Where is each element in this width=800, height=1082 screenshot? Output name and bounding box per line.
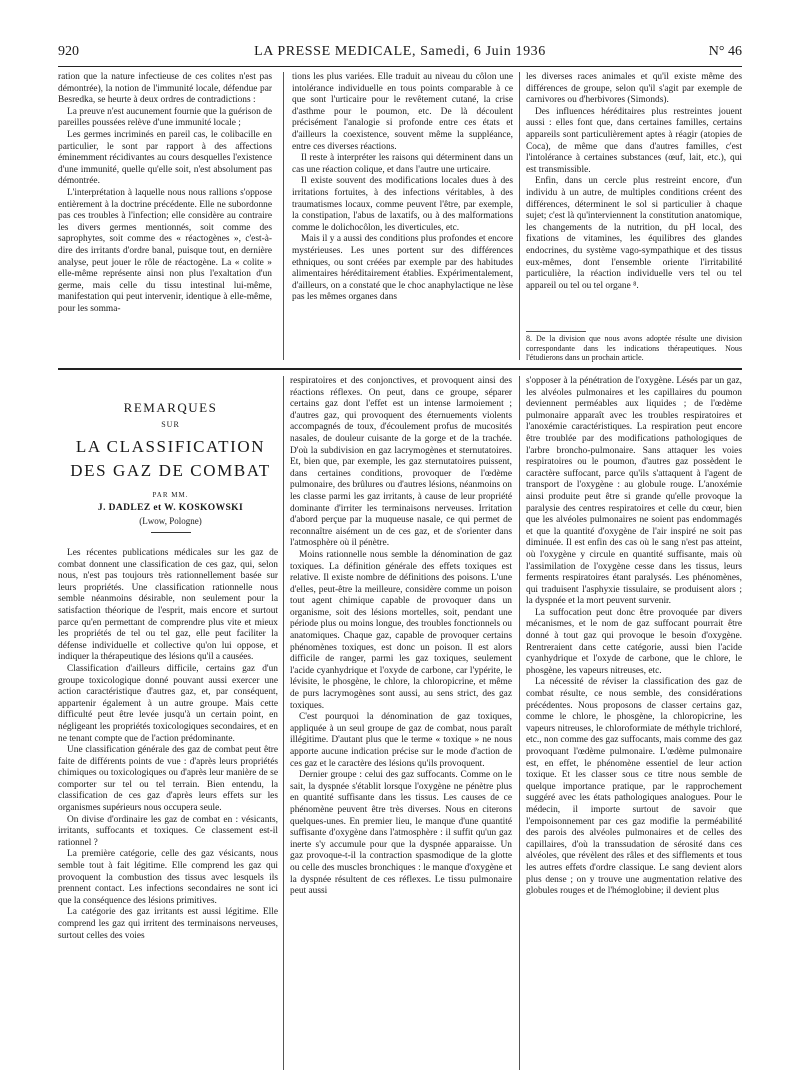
paragraph: Moins rationnelle nous semble la dénomination de gaz toxiques. La définition générale des effets toxiques est relative. Il existe nombre de définitions des poisons. L'une d'elles, peut-être la meilleure, considère comme un poison tout agent chimique capable de provoquer dans un organisme, soit des lésions mortelles, soit, pendant une période plus ou moins longue, des troubles fonctionnels ou anatomiques. Chaque gaz, capable de provoquer certains phénomènes toxiques, est donc un poison. Il est alors difficile de ranger, parmi les gaz toxiques, seulement l'acide cyanhydrique et l'oxyde de carbone, car l'ypérite, le lévisite, le phosgène, le chlore, la chloropicrine, et même de purs lacrymogènes sont aussi, au sens strict, des gaz toxiques. xyxy=(290,549,512,711)
paragraph: Il existe souvent des modifications locales dues à des irritations fortuites, à des infections véritables, à des traumatismes locaux, comme peuvent l'être, par exemple, la constipation, l'abus de laxatifs, ou à des malformations comme le dolichocôlon, les diverticules, etc. xyxy=(292,176,513,233)
issue-number: N° 46 xyxy=(708,44,742,59)
paragraph: Une classification générale des gaz de combat peut être faite de différents points de vue : d'après leurs propriétés chimiques ou toxicologiques ou d'après leur manière de se comporter sur tel ou tel terrain. Bien entendu, la classification de ces gaz d'après leurs effets sur les organismes supérieurs nous occupera seule. xyxy=(58,745,278,814)
paragraph: Enfin, dans un cercle plus restreint encore, d'un individu à un autre, de multiples conditions créent des différences, déterminent le sol si particulier à chaque sujet; c'est là qu'interviennent la constitution anatomique, les changements de la nutrition, du pH local, des fixations de vitamines, les équilibres des glandes endocrines, du système vago-sympathique et des tissus eux-mêmes, dont l'ensemble oriente l'irritabilité particulière, la réaction individuelle vers tel ou tel appareil ou tel ou tel organe ⁸. xyxy=(526,176,742,291)
paragraph: Mais il y a aussi des conditions plus profondes et encore mystérieuses. Les unes portent sur des différences ethniques, ou sont créées par exemple par des habitudes alimentaires héréditairement établies. Expérimentalement, d'ailleurs, on a constaté que le choc anaphylactique ne lèse pas les mêmes organes dans xyxy=(292,234,513,303)
authors: J. DADLEZ et W. KOSKOWSKI xyxy=(97,503,244,513)
journal-title: LA PRESSE MEDICALE, Samedi, 6 Juin 1936 xyxy=(254,44,546,59)
heading-rule xyxy=(151,532,191,533)
article-heading xyxy=(58,400,283,533)
paragraph: Il reste à interpréter les raisons qui déterminent dans un cas une réaction colique, et dans l'autre une urticaire. xyxy=(292,153,513,175)
top-column-2 xyxy=(292,72,513,362)
footnote: 8. De la division que nous avons adoptée résulte une division correspondante dans les indications thérapeutiques. Nous l'étudierons dans un prochain article. xyxy=(526,334,742,363)
title-line-1: LA CLASSIFICATION xyxy=(75,437,266,456)
column-divider xyxy=(519,72,520,360)
paragraph: La suffocation peut donc être provoquée par divers mécanismes, et le nom de gaz suffocant pourrait être donné à tout gaz qui provoque le besoin d'oxygène. Rentreraient dans cette catégorie, aussi bien l'acide cyanhydrique et l'oxyde de carbone, que le chlore, le phosgène, les vapeurs nitreuses, etc. xyxy=(526,607,742,676)
page-number: 920 xyxy=(58,44,79,59)
paragraph: L'interprétation à laquelle nous nous rallions s'oppose entièrement à la doctrine précédente. Elle ne subordonne pas ces troubles à l'infection; elle considère au contraire les divers germes mentionnés, soit comme des saprophytes, soit comme des « réactogènes », c'est-à-dire des irritants d'ordre banal, puisque tout, en dernière analyse, peut jouer le rôle de réactogène. La « colite » elle-même représente ainsi non plus l'exaltation d'un germe, mais celle du tissu intestinal lui-même, manifestation qui peut intervenir, identique à elle-même, pour les somma- xyxy=(58,187,272,314)
title-line-2: DES GAZ DE COMBAT xyxy=(70,461,271,480)
column-divider xyxy=(519,376,520,1070)
paragraph: Dernier groupe : celui des gaz suffocants. Comme on le sait, la dyspnée s'établit lorsque l'oxygène ne pénètre plus en quantité suffisante dans les tissus. Les causes de ce phénomène peuvent être très diverses. Nous en citerons quelques-unes. En premier lieu, le manque d'une quantité suffisante d'oxygène dans l'atmosphère : il suffit qu'un gaz inerte s'y accumule pour que la dyspnée apparaisse. Un gaz provoque-t-il la contraction spasmodique de la glotte ou celle des muscles bronchiques : le manque d'oxygène et la dyspnée résultent de ces réflexes. Le tissu pulmonaire peut aussi xyxy=(290,770,512,897)
paragraph: Des influences héréditaires plus restreintes jouent aussi : elles font que, dans certaines familles, certains appareils sont particulièrement aptes à réagir (atopies de Coca), de même que dans d'autres familles, c'est l'intolérance à certaines substances (œuf, lait, etc.), qui est transmissible. xyxy=(526,106,742,175)
paragraph: ration que la nature infectieuse de ces colites n'est pas démontrée), la notion de l'immunité locale, défendue par Besredka, se heurte à deux ordres de contradictions : xyxy=(58,72,272,106)
paragraph: s'opposer à la pénétration de l'oxygène. Lésés par un gaz, les alvéoles pulmonaires et les capillaires du poumon deviennent perméables aux liquides ; de l'œdème pulmonaire apparaît avec les troubles respiratoires et l'anoxémie caractéristiques. La respiration peut encore être troublée par des modifications pathologiques de l'arbre broncho-pulmonaire. Sans attaquer les voies respiratoires ou le poumon, d'autres gaz possèdent le caractère suffocant, parce qu'ils s'attaquent à l'agent de transport de l'oxygène : au globule rouge. L'anoxémie ainsi produite peut être si grande qu'elle provoque la paralysie des centres respiratoires et celle du cœur, bien que les alvéoles pulmonaires ne soient pas endommagés et que la quantité d'oxygène de l'air inspiré ne soit pas diminuée. Il est enfin des cas où le sang n'est pas atteint, où l'oxygène y circule en quantité suffisante, mais où l'assimilation de l'oxygène cesse dans les tissus, leurs ferments respiratoires étant paralysés. Les phénomènes, qui traduisent l'asphyxie tissulaire, se produisent alors ; la dyspnée et la mort peuvent survenir. xyxy=(526,376,742,607)
footnote-rule xyxy=(526,331,586,332)
paragraph: La première catégorie, celle des gaz vésicants, nous semble tout à fait légitime. Elle comprend les gaz qui provoquent la combustion des tissus avec lesquels ils prennent contact. Les infections secondaires ne sont ici que la conséquence des lésions primitives. xyxy=(58,849,278,906)
paragraph: La nécessité de réviser la classification des gaz de combat résulte, ce nous semble, des considérations précédentes. Nous proposons de classer certains gaz, comme le chlore, le phosgène, la chloropicrine, les vapeurs nitreuses, le chloroformiate de méthyle trichloré, etc., non comme des gaz suffocants, mais comme des gaz provoquant l'œdème pulmonaire. L'œdème pulmonaire est, en effet, le phénomène essentiel de leur action toxique. Et les classer sous ce titre nous semble de quelque importance pratique, par le rapprochement suggéré avec les états pathologiques analogues. Pour le médecin, il importe surtout de savoir que l'empoisonnement par ces gaz modifie la perméabilité des parois des alvéoles pulmonaires et de celles des capillaires, d'où la transsudation de sérosité dans ces alvéoles, que révèlent des râles et des sifflements et tous les autres effets d'ordre classique. Le sang devient alors plus dense ; on y trouve une augmentation relative des globules rouges et de l'hémoglobine; il devient plus xyxy=(526,677,742,897)
running-header xyxy=(58,44,742,66)
header-rule xyxy=(58,66,742,67)
top-column-1 xyxy=(58,72,272,362)
affiliation: (Lwow, Pologne) xyxy=(139,516,202,526)
column-divider xyxy=(283,72,284,360)
top-column-3 xyxy=(526,72,742,327)
paragraph: La preuve n'est aucunement fournie que la guérison de pareilles poussées relève d'une immunité locale ; xyxy=(58,106,272,129)
section-divider xyxy=(58,368,742,370)
article-column-3 xyxy=(526,376,742,1070)
column-divider xyxy=(283,376,284,1070)
kicker-sur: SUR xyxy=(161,420,180,429)
paragraph: Les germes incriminés en pareil cas, le colibacille en particulier, le sont par rapport à des affections éminemment récidivantes au cours desquelles l'existence d'une immunité, quelle qu'elle soit, n'est absolument pas démontrée. xyxy=(58,129,272,187)
paragraph: Les récentes publications médicales sur les gaz de combat donnent une classification de ces gaz, qui, selon nous, n'est pas toujours très rationnellement basée sur leurs propriétés. Une classification rationnelle nous semble néanmoins désirable, non seulement pour la satisfaction théorique de l'esprit, mais encore et surtout parce qu'en permettant de comprendre plus vite et mieux les propriétés de tel ou tel gaz, elle peut faciliter la défense individuelle et collective qu'on lui oppose, et indiquer la thérapeutique des lésions qu'il a causées. xyxy=(58,548,278,663)
article-title xyxy=(58,435,283,483)
paragraph: C'est pourquoi la dénomination de gaz toxiques, appliquée à un seul groupe de gaz de combat, nous paraît illégitime. D'autant plus que le terme « toxique » ne nous apporte aucune indication précise sur le mode d'action de ces gaz et le caractère des lésions qu'ils provoquent. xyxy=(290,712,512,769)
paragraph: On divise d'ordinaire les gaz de combat en : vésicants, irritants, suffocants et toxiques. Ce classement est-il rationnel ? xyxy=(58,814,278,848)
paragraph: tions les plus variées. Elle traduit au niveau du côlon une intolérance individuelle en tous points comparable à ce que sont l'urticaire pour le revêtement cutané, la crise d'asthme pour le poumon, etc. De là découlent précisément l'analogie si profonde entre ces états et d'ailleurs la coexistence, souvent même la suppléance, entre ces diverses réactions. xyxy=(292,72,513,152)
article-column-2 xyxy=(290,376,512,1070)
paragraph: les diverses races animales et qu'il existe même des différences de groupe, selon qu'il s'agit par exemple de carnivores ou d'herbivores (Simonds). xyxy=(526,72,742,106)
article-column-1 xyxy=(58,548,278,1070)
paragraph: Classification d'ailleurs difficile, certains gaz d'un groupe toxicologique donné pouvant aussi exercer une action caractéristique d'autres gaz, et, par conséquent, appartenir également à un autre groupe. Mais cette difficulté peut être levée jusqu'à un certain point, en négligeant les propriétés toxicologiques secondaires, et en ne tenant compte que de l'action prédominante. xyxy=(58,663,278,744)
byline-par: PAR MM. xyxy=(152,491,189,499)
paragraph: La catégorie des gaz irritants est aussi légitime. Elle comprend les gaz qui irritent des terminaisons nerveuses, surtout celles des voies xyxy=(58,907,278,941)
paragraph: respiratoires et des conjonctives, et provoquent ainsi des réactions réflexes. On peut, dans ce groupe, séparer certains gaz dont l'effet est un intense larmoiement ; d'autres gaz, qui provoquent des éternuements violents accompagnés de toux, d'écoulement profus de mucosités nasales, de douleur cuisante de la gorge et de la trachée. D'où la subdivision en gaz lacrymogènes et sternutatoires. Et, bien que, par exemple, les gaz sternutatoires puissent, dans certaines conditions, provoquer de l'œdème pulmonaire, des brûlures ou d'autres lésions, néanmoins on les classe parmi les gaz irritants, à cause de leur propriété dominante d'irriter les terminaisons nerveuses. Irritation d'abord perçue par la muqueuse nasale, ce qui permet de reconnaître aisément un de ces gaz, et de s'orienter dans l'atmosphère où il pénètre. xyxy=(290,376,512,549)
kicker: REMARQUES xyxy=(123,400,218,415)
